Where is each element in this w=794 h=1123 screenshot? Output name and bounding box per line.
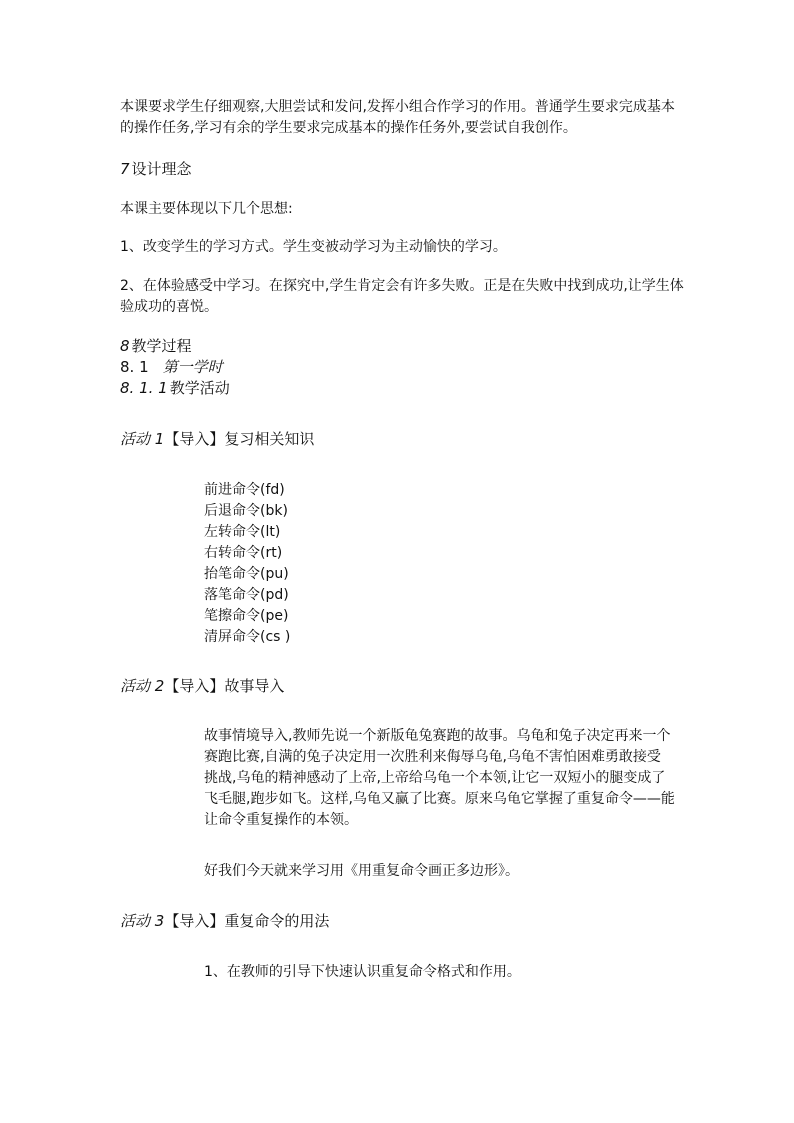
activity-2-heading [120,675,284,697]
activity-3-title: 【导入】重复命令的用法 [164,912,330,930]
section-7-point-1: 1、改变学生的学习方式。学生变被动学习为主动愉快的学习。 [120,239,507,255]
section-7-lead: 本课主要体现以下几个思想: [120,201,293,217]
command-item: 前进命令(fd) [204,482,285,498]
activity-1-label: 活动 1 [120,430,165,448]
section-7-number: 7 [120,160,130,178]
section-8-heading [120,335,192,357]
section-8-1-1-title: 教学活动 [169,379,230,397]
command-item: 落笔命令(pd) [204,587,289,603]
command-item: 右转命令(rt) [204,545,283,561]
command-item: 后退命令(bk) [204,503,288,519]
command-item: 抬笔命令(pu) [204,566,289,582]
section-8-1-title: 第一学时 [162,358,223,376]
story-line-4: 飞毛腿,跑步如飞。这样,乌龟又赢了比赛。原来乌龟它掌握了重复命令——能 [204,791,675,807]
activity-1-title: 【导入】复习相关知识 [164,430,315,448]
section-8-1-1-number: 8. 1. 1 [120,379,168,397]
activity-3-heading [120,910,329,932]
intro-line-2: 的操作任务,学习有余的学生要求完成基本的操作任务外,要尝试自我创作。 [120,120,577,136]
section-8-title: 教学过程 [131,337,192,355]
activity-3-point-1: 1、在教师的引导下快速认识重复命令格式和作用。 [204,964,521,980]
section-8-1-1-heading [120,377,230,399]
story-line-2: 赛跑比赛,自满的兔子决定用一次胜利来侮辱乌龟,乌龟不害怕困难勇敢接受 [204,749,661,765]
story-line-1: 故事情境导入,教师先说一个新版龟兔赛跑的故事。乌龟和兔子决定再来一个 [204,728,671,744]
story-line-5: 让命令重复操作的本领。 [204,812,358,828]
section-7-point-2-line-1: 2、在体验感受中学习。在探究中,学生肯定会有许多失败。正是在失败中找到成功,让学生体 [120,278,684,294]
section-8-number: 8 [120,337,130,355]
section-7-point-2-line-2: 验成功的喜悦。 [120,299,218,315]
section-8-1-number: 8. 1 [120,358,149,376]
command-item: 清屏命令(cs ) [204,629,291,645]
section-8-1-heading [120,356,223,378]
section-7-title: 设计理念 [131,160,192,178]
story-line-3: 挑战,乌龟的精神感动了上帝,上帝给乌龟一个本领,让它一双短小的腿变成了 [204,770,666,786]
command-item: 笔擦命令(pe) [204,608,289,624]
activity-1-heading [120,428,314,450]
activity-2-title: 【导入】故事导入 [164,677,285,695]
activity-3-label: 活动 3 [120,912,165,930]
section-7-heading [120,158,192,180]
intro-line-1: 本课要求学生仔细观察,大胆尝试和发问,发挥小组合作学习的作用。普通学生要求完成基本 [120,99,675,115]
activity-2-closing: 好我们今天就来学习用《用重复命令画正多边形》。 [204,863,519,879]
activity-2-label: 活动 2 [120,677,165,695]
command-item: 左转命令(lt) [204,524,281,540]
